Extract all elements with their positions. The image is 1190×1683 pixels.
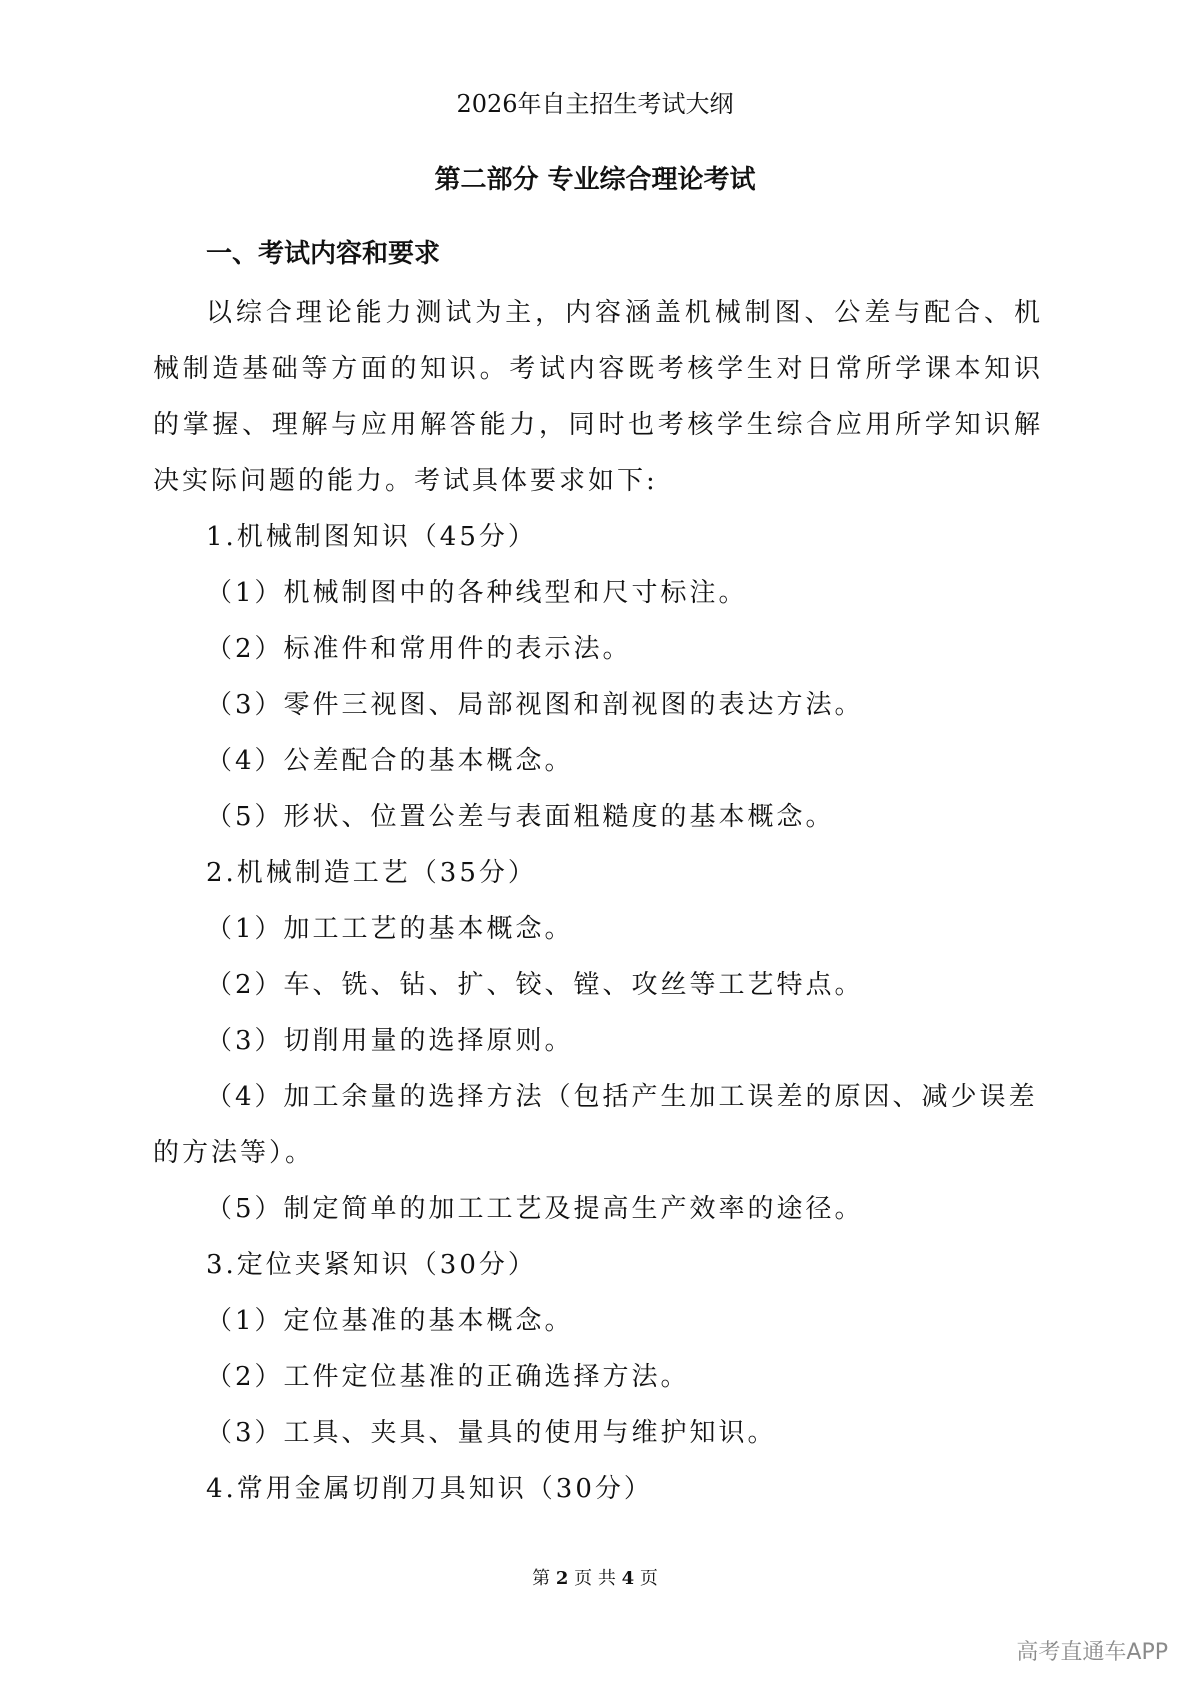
watermark: 高考直通车APP [1016,1640,1168,1665]
footer-prefix: 第 [532,1568,551,1589]
page-footer [0,1567,1190,1591]
total-page-number: 4 [621,1568,635,1589]
list-item: （2）标准件和常用件的表示法。 [206,634,632,664]
list-item: （2）车、铣、钻、扩、铰、镗、攻丝等工艺特点。 [206,970,864,1000]
page-header: 2026年自主招生考试大纲 [456,90,734,118]
list-item: （1）加工工艺的基本概念。 [206,914,574,944]
section-heading: 一、考试内容和要求 [206,239,441,269]
intro-paragraph: 以综合理论能力测试为主，内容涵盖机械制图、公差与配合、机械制造基础等方面的知识。考试内容既考核学生对日常所学课本知识的掌握、理解与应用解答能力，同时也考核学生综合应用所学知识解决实际问题的能力。考试具体要求如下: [153,298,1043,496]
list-item: （4）加工余量的选择方法（包括产生加工误差的原因、减少误差的方法等）。 [153,1082,1038,1168]
list-item: （2）工件定位基准的正确选择方法。 [206,1362,690,1392]
list-item: （1）定位基准的基本概念。 [206,1306,574,1336]
list-item: （3）切削用量的选择原则。 [206,1026,574,1056]
topic-heading-4: 4.常用金属切削刀具知识（30分） [206,1474,653,1504]
list-item: （4）公差配合的基本概念。 [206,746,574,776]
topic-heading-3: 3.定位夹紧知识（30分） [206,1250,537,1280]
list-item: （5）形状、位置公差与表面粗糙度的基本概念。 [206,802,835,832]
list-item: （5）制定简单的加工工艺及提高生产效率的途径。 [206,1194,864,1224]
current-page-number: 2 [555,1568,569,1589]
section-body [153,285,1043,1517]
topic-heading-2: 2.机械制造工艺（35分） [206,858,537,888]
list-item: （3）零件三视图、局部视图和剖视图的表达方法。 [206,690,864,720]
list-item: （3）工具、夹具、量具的使用与维护知识。 [206,1418,777,1448]
list-item: （1）机械制图中的各种线型和尺寸标注。 [206,578,748,608]
footer-suffix: 页 [639,1568,658,1589]
topic-heading-1: 1.机械制图知识（45分） [206,522,537,552]
footer-middle: 页 共 [574,1568,616,1589]
part-title: 第二部分 专业综合理论考试 [434,165,756,195]
